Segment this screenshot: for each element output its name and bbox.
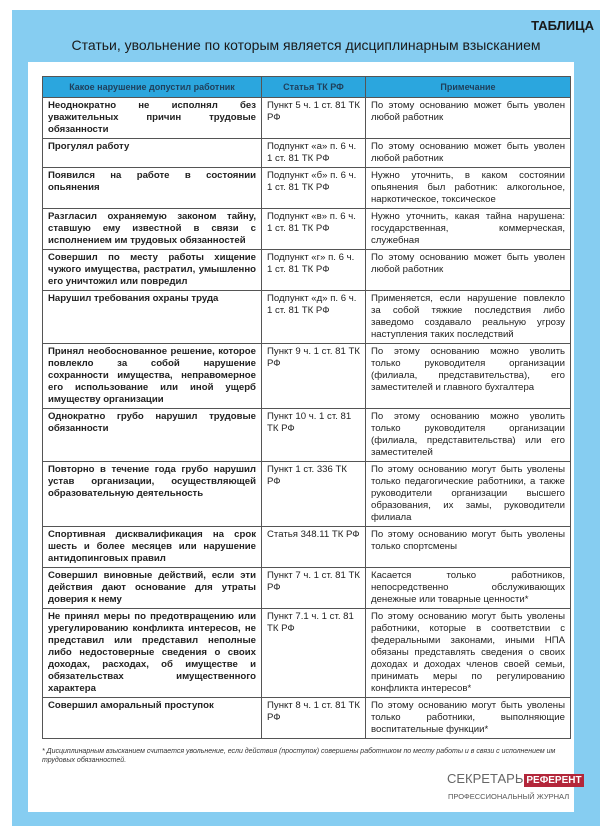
table-row: [43, 250, 571, 291]
table-row: [43, 168, 571, 209]
table-row: [43, 344, 571, 409]
table-row: [43, 698, 571, 739]
article-cell: Пункт 7 ч. 1 ст. 81 ТК РФ: [262, 568, 366, 609]
note-cell: По этому основанию могут быть уволены только спортсмены: [366, 527, 571, 568]
logo: [439, 771, 582, 804]
table-row: [43, 568, 571, 609]
violation-cell: Появился на работе в состоянии опьянения: [43, 168, 262, 209]
violation-cell: Прогулял работу: [43, 139, 262, 168]
table-row: [43, 209, 571, 250]
note-cell: Нужно уточнить, в каком состоянии опьянения был работник: алкогольное, наркотическое, токсическое: [366, 168, 571, 209]
table-header: [43, 77, 571, 98]
article-cell: Подпункт «в» п. 6 ч. 1 ст. 81 ТК РФ: [262, 209, 366, 250]
note-cell: Касается только работников, непосредственно обслуживающих денежные или товарные ценности*: [366, 568, 571, 609]
note-cell: По этому основанию могут быть уволены работники, которые в соответствии с федеральными законами, иными НПА обязаны представлять сведения о своих доходах и доходах членов своей семьи, принимать меры по регулированию конфликта интересов*: [366, 609, 571, 698]
table-row: [43, 139, 571, 168]
logo-accent: РЕФЕРЕНТ: [526, 775, 582, 786]
article-cell: Пункт 9 ч. 1 ст. 81 ТК РФ: [262, 344, 366, 409]
table-row: [43, 291, 571, 344]
note-cell: По этому основанию можно уволить только руководителя организации (филиала, представительства) или его заместителей: [366, 409, 571, 462]
note-cell: Нужно уточнить, какая тайна нарушена: государственная, коммерческая, служебная: [366, 209, 571, 250]
note-cell: По этому основанию может быть уволен любой работник: [366, 250, 571, 291]
page-title: Статьи, увольнение по которым является дисциплинарным взысканием: [71, 37, 541, 53]
logo-title: [439, 771, 582, 789]
header-violation: Какое нарушение допустил работник: [43, 77, 262, 98]
white-panel: [28, 62, 582, 812]
table-row: [43, 462, 571, 527]
table-row: [43, 527, 571, 568]
table-badge: ТАБЛИЦА: [531, 18, 594, 33]
article-cell: Подпункт «г» п. 6 ч. 1 ст. 81 ТК РФ: [262, 250, 366, 291]
dismissal-table: [42, 76, 571, 739]
article-cell: Пункт 1 ст. 336 ТК РФ: [262, 462, 366, 527]
article-cell: Пункт 8 ч. 1 ст. 81 ТК РФ: [262, 698, 366, 739]
violation-cell: Совершил виновные действий, если эти действия дают основание для утраты доверия к нему: [43, 568, 262, 609]
footnote: * Дисциплинарным взысканием считается увольнение, если действия (проступок) совершены работником по месту работы и в связи с исполнением им трудовых обязанностей.: [42, 748, 556, 764]
table-row: [43, 609, 571, 698]
logo-subtitle: ПРОФЕССИОНАЛЬНЫЙ ЖУРНАЛ: [448, 792, 570, 801]
header-note: Примечание: [366, 77, 571, 98]
article-cell: Подпункт «б» п. 6 ч. 1 ст. 81 ТК РФ: [262, 168, 366, 209]
article-cell: Статья 348.11 ТК РФ: [262, 527, 366, 568]
note-cell: Применяется, если нарушение повлекло за собой тяжкие последствия либо заведомо создавало реальную угрозу наступления таких последствий: [366, 291, 571, 344]
article-cell: Пункт 10 ч. 1 ст. 81 ТК РФ: [262, 409, 366, 462]
violation-cell: Разгласил охраняемую законом тайну, ставшую ему известной в связи с исполнением им трудовых обязанностей: [43, 209, 262, 250]
violation-cell: Спортивная дисквалификация на срок шесть и более месяцев или нарушение антидопинговых правил: [43, 527, 262, 568]
violation-cell: Неоднократно не исполнял без уважительных причин трудовые обязанности: [43, 98, 262, 139]
article-cell: Подпункт «а» п. 6 ч. 1 ст. 81 ТК РФ: [262, 139, 366, 168]
logo-name: СЕКРЕТАРЬ: [447, 771, 524, 786]
note-cell: По этому основанию может быть уволен любой работник: [366, 98, 571, 139]
violation-cell: Повторно в течение года грубо нарушил устав организации, осуществляющей образовательную деятельность: [43, 462, 262, 527]
violation-cell: Нарушил требования охраны труда: [43, 291, 262, 344]
table-row: [43, 98, 571, 139]
violation-cell: Не принял меры по предотвращению или урегулированию конфликта интересов, не представил или представил неполные либо недостоверные сведения о своих доходах, расходах, об имуществе и обязательствах имущественного характера: [43, 609, 262, 698]
note-cell: По этому основанию можно уволить только руководителя организации (филиала, представительства), его заместителей и главного бухгалтера: [366, 344, 571, 409]
violation-cell: Совершил по месту работы хищение чужого имущества, растратил, умышленно его уничтожил или повредил: [43, 250, 262, 291]
violation-cell: Однократно грубо нарушил трудовые обязанности: [43, 409, 262, 462]
note-cell: По этому основанию могут быть уволены только работники, выполняющие воспитательные функции*: [366, 698, 571, 739]
table-row: [43, 409, 571, 462]
note-cell: По этому основанию могут быть уволены только педагогические работники, а также руководители организации высшего образования, их замы, руководители филиала: [366, 462, 571, 527]
note-cell: По этому основанию может быть уволен любой работник: [366, 139, 571, 168]
violation-cell: Принял необоснованное решение, которое повлекло за собой нарушение сохранности имущества, неправомерное его использование или иной ущерб имуществу организации: [43, 344, 262, 409]
article-cell: Пункт 5 ч. 1 ст. 81 ТК РФ: [262, 98, 366, 139]
header-article: Статья ТК РФ: [262, 77, 366, 98]
article-cell: Пункт 7.1 ч. 1 ст. 81 ТК РФ: [262, 609, 366, 698]
blue-frame: [12, 10, 600, 826]
article-cell: Подпункт «д» п. 6 ч. 1 ст. 81 ТК РФ: [262, 291, 366, 344]
violation-cell: Совершил аморальный проступок: [43, 698, 262, 739]
